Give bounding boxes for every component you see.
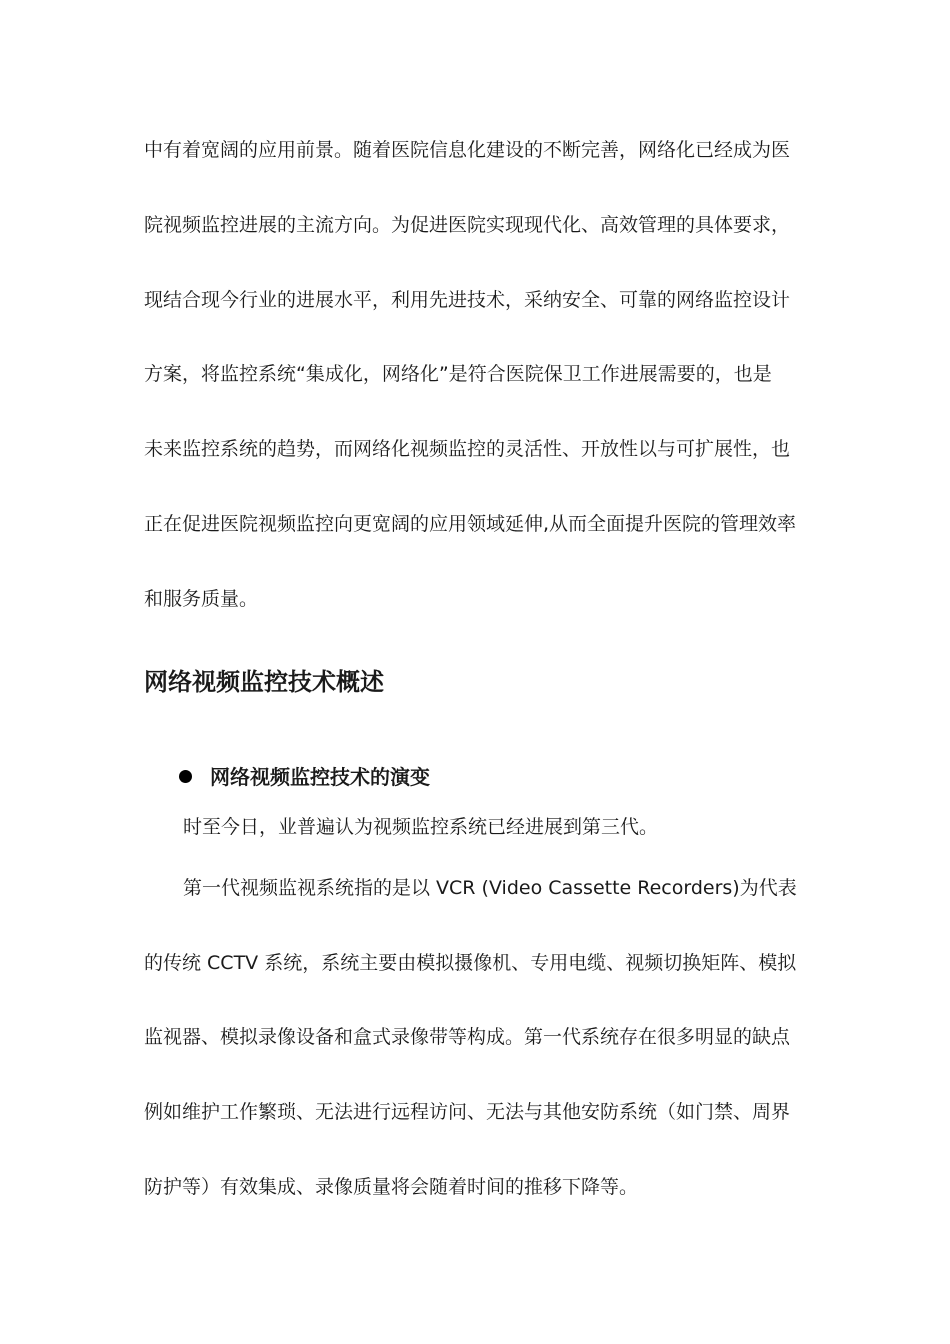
- intro-line-2: 院视频监控进展的主流方向。为促进医院实现现代化、高效管理的具体要求，: [144, 214, 791, 236]
- bullet-icon: [179, 770, 192, 783]
- paragraph-2-line-2: 的传统 CCTV 系统，系统主要由模拟摄像机、专用电缆、视频切换矩阵、模拟: [144, 952, 797, 974]
- paragraph-2-line-1: 第一代视频监视系统指的是以 VCR (Video Cassette Recorders)为代表: [183, 877, 797, 899]
- paragraph-2-line-3: 监视器、模拟录像设备和盒式录像带等构成。第一代系统存在很多明显的缺点: [144, 1026, 791, 1048]
- intro-line-3: 现结合现今行业的进展水平，利用先进技术，采纳安全、可靠的网络监控设计: [144, 289, 791, 311]
- intro-line-6: 正在促进医院视频监控向更宽阔的应用领域延伸,从而全面提升医院的管理效率: [144, 513, 797, 535]
- intro-line-7: 和服务质量。: [144, 588, 259, 610]
- intro-line-1: 中有着宽阔的应用前景。随着医院信息化建设的不断完善，网络化已经成为医: [144, 139, 791, 161]
- paragraph-2-line-4: 例如维护工作繁琐、无法进行远程访问、无法与其他安防系统（如门禁、周界: [144, 1101, 791, 1123]
- intro-line-5: 未来监控系统的趋势，而网络化视频监控的灵活性、开放性以与可扩展性，也: [144, 438, 791, 460]
- section-subheading: 网络视频监控技术的演变: [210, 765, 430, 789]
- section-heading: 网络视频监控技术概述: [144, 668, 384, 696]
- intro-line-4: 方案，将监控系统“集成化，网络化”是符合医院保卫工作进展需要的，也是: [144, 363, 772, 385]
- paragraph-1: 时至今日，业普遍认为视频监控系统已经进展到第三代。: [183, 816, 659, 838]
- paragraph-2-line-5: 防护等）有效集成、录像质量将会随着时间的推移下降等。: [144, 1176, 639, 1198]
